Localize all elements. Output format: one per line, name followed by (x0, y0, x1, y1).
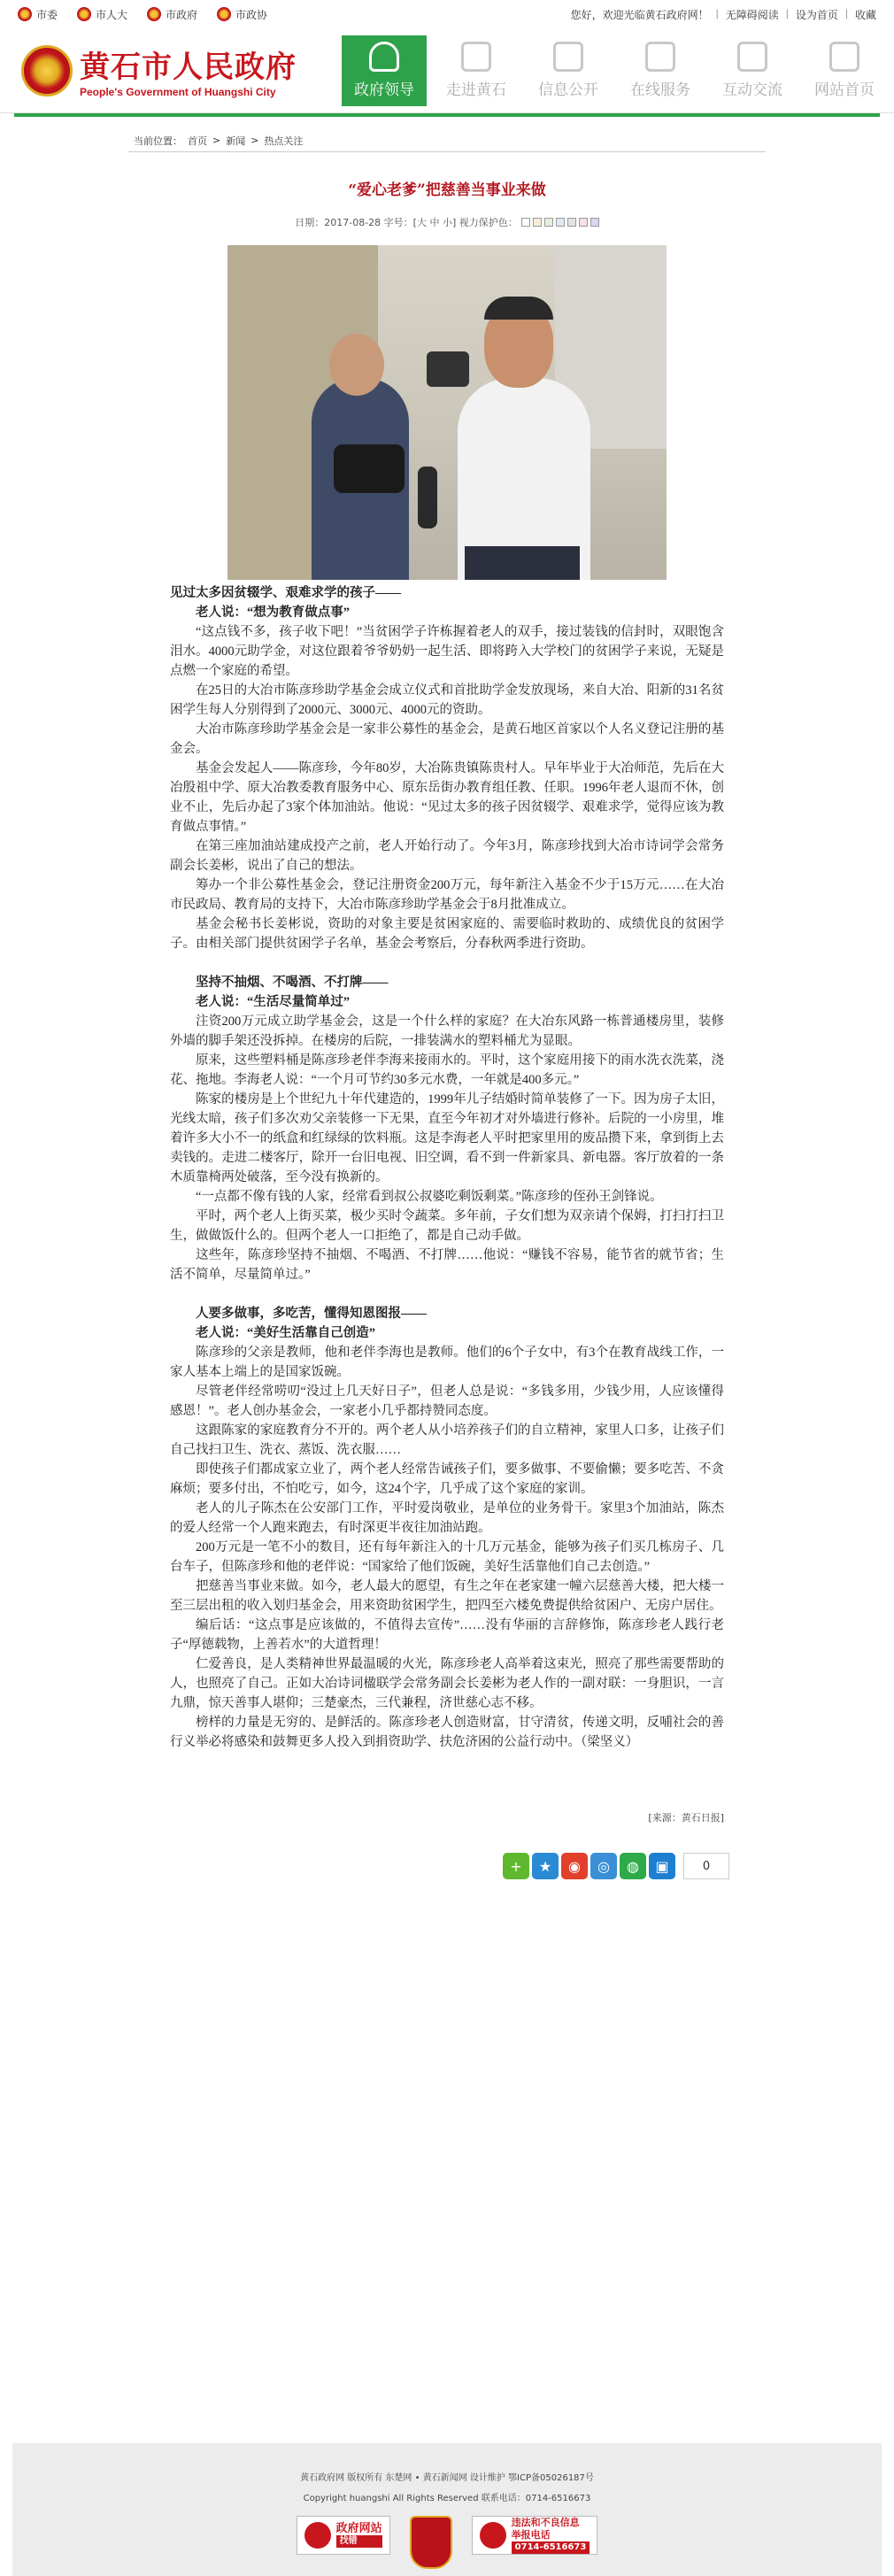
report-badge[interactable]: 违法和不良信息 举报电话 0714-6516673 (472, 2516, 598, 2555)
article-paragraph: 大冶市陈彦珍助学基金会是一家非公募性的基金会，是黄石地区首家以个人名义登记注册的基金会。 (170, 722, 724, 756)
document-icon (553, 42, 583, 72)
top-links (18, 7, 267, 22)
share-button[interactable]: ◍ (620, 1853, 646, 1879)
emblem-icon (77, 7, 91, 21)
emblem-icon (18, 7, 32, 21)
article-paragraph: 筹办一个非公募性基金会，登记注册资金200万元，每年新注入基金不少于15万元……在大冶市民政局、教育局的支持下，大冶市陈彦珍助学基金会于8月批准成立。 (170, 878, 724, 912)
section-heading: 老人说：“生活尽量简单过” (196, 995, 350, 1009)
favorite-link[interactable]: 收藏 (854, 8, 876, 21)
service-icon (645, 42, 675, 72)
site-logo[interactable] (21, 42, 297, 98)
share-bar (503, 1853, 894, 1879)
site-header (0, 28, 894, 113)
nav-divider (14, 113, 880, 117)
landmark-icon (461, 42, 491, 72)
emblem-icon (147, 7, 161, 21)
microphone-icon (334, 444, 405, 493)
article-meta: 日期：2017-08-28 字号：[大 中 小] 视力保护色： (0, 215, 894, 229)
article-paragraph: 平时，两个老人上街买菜，极少买时令蔬菜。多年前，子女们想为双亲请个保姆，打扫打扫卫生，做做饭什么的。但两个老人一口拒绝了，都是自己动手做。 (170, 1209, 724, 1243)
article-photo (227, 245, 667, 580)
nav-home[interactable]: 网站首页 (802, 35, 887, 106)
breadcrumb-news[interactable]: 新闻 (226, 135, 246, 147)
section-heading: 坚持不抽烟、不喝酒、不打牌—— (196, 976, 389, 990)
section-heading: 老人说：“美好生活靠自己创造” (196, 1326, 375, 1340)
home-icon (829, 42, 859, 72)
article-paragraph: 老人的儿子陈杰在公安部门工作，平时爱岗敬业，是单位的业务骨干。家里3个加油站，陈杰的爱人经常一个人跑来跑去，有时深更半夜往加油站跑。 (170, 1501, 724, 1535)
site-footer (12, 2443, 882, 2576)
article-paragraph: 在第三座加油站建成投产之前，老人开始行动了。今年3月，陈彦珍找到大冶市诗词学会常务副会长姜彬，说出了自己的想法。 (170, 839, 724, 873)
footer-copyright: 黄石政府网 版权所有 东楚网 • 黄石新闻网 设计维护 鄂ICP备05026187号 (300, 2473, 594, 2483)
paragraph-gap (170, 953, 724, 973)
share-button[interactable]: + (503, 1853, 529, 1879)
share-button[interactable]: ▣ (649, 1853, 675, 1879)
camera-icon (427, 351, 469, 387)
nav-info-disclosure[interactable]: 信息公开 (526, 35, 611, 106)
person-icon (369, 42, 399, 72)
footer-contact: Copyright huangshi All Rights Reserved 联系电话：0714-6516673 (303, 2494, 591, 2503)
color-swatch[interactable] (579, 218, 588, 227)
article-paragraph: 榜样的力量是无穷的、是鲜活的。陈彦珍老人创造财富，甘守清贫，传递文明，反哺社会的善行义举必将感染和鼓舞更多人投入到捐资助学、扶危济困的公益行动中。（梁坚义） (170, 1716, 724, 1749)
article-paragraph: “一点都不像有钱的人家，经常看到叔公叔婆吃剩饭剩菜。”陈彦珍的侄孙王剑锋说。 (196, 1190, 663, 1204)
article-paragraph: 仁爱善良，是人类精神世界最温暖的火光，陈彦珍老人高举着这束光，照亮了那些需要帮助的人，也照亮了自己。正如大冶诗词楹联学会常务副会长姜彬为老人作的一副对联：一身胆识，一言九鼎，惊天善事人堪仰；三楚豪杰，三代兼程，济世慈心志不移。 (170, 1657, 724, 1710)
article-paragraph: 陈家的楼房是上个世纪九十年代建造的，1999年儿子结婚时简单装修了一下。因为房子太旧，光线太暗，孩子们多次劝父亲装修一下无果，直至今年初才对外墙进行修补。后院的一小房里，堆着许多大小不一的纸盒和红绿绿的饮料瓶。这是李海老人平时把家里用的废品攒下来，拿到街上去卖钱的。走进二楼客厅，除开一台旧电视、旧空调，看不到一件新家具、新电器。客厅放着的一条木质靠椅两处破落，至今没有换新的。 (170, 1092, 724, 1184)
top-link[interactable]: 市政协 (217, 7, 267, 22)
breadcrumb: 当前位置： 首页 > 新闻 > 热点关注 (128, 129, 766, 152)
article-paragraph: 陈彦珍的父亲是教师，他和老伴李海也是教师。他们的6个子女中，有3个在教育战线工作，一家人基本上端上的是国家饭碗。 (170, 1346, 724, 1379)
main-nav (342, 35, 887, 106)
nav-online-service[interactable]: 在线服务 (618, 35, 703, 106)
accessible-reading-link[interactable]: 无障碍阅读 (725, 8, 779, 21)
color-swatch[interactable] (533, 218, 542, 227)
article-paragraph: 即使孩子们都成家立业了，两个老人经常告诫孩子们，要多做事、不要偷懒；要多吃苦、不贪麻烦；要多付出，不怕吃亏，如今，这24个字，几乎成了这个家庭的家训。 (170, 1462, 724, 1496)
share-button[interactable]: ◎ (590, 1853, 617, 1879)
article-paragraph: “这点钱不多，孩子收下吧！”当贫困学子许栋握着老人的双手，接过装钱的信封时，双眼饱含泪水。4000元助学金，对这位跟着爷爷奶奶一起生活、即将跨入大学校门的贫困学子来说，无疑是点燃一个家庭的希望。 (170, 625, 724, 678)
top-bar: 市委 市人大 市政府 市政协 您好，欢迎光临黄石政府网！ | 无障碍阅读 | 设为首页 | 收藏 (0, 0, 894, 28)
report-icon (480, 2522, 506, 2549)
article-title: “爱心老爹”把慈善当事业来做 (348, 181, 546, 199)
paragraph-gap (170, 1284, 724, 1304)
top-link[interactable]: 市人大 (77, 7, 127, 22)
article-paragraph: 这跟陈家的家庭教育分不开的。两个老人从小培养孩子们的自立精神，家里人口多，让孩子们自己找扫卫生、洗衣、蒸饭、洗衣服…… (170, 1423, 724, 1457)
section-heading: 见过太多因贫辍学、艰难求学的孩子—— (170, 586, 401, 600)
article-body (170, 583, 724, 1752)
article-source: [来源：黄石日报] (648, 1812, 724, 1824)
article-paragraph: 基金会秘书长姜彬说，资助的对象主要是贫困家庭的、需要临时救助的、成绩优良的贫困学子。由相关部门提供贫困学子名单，基金会考察后，分春秋两季进行资助。 (170, 917, 724, 951)
color-swatch[interactable] (521, 218, 530, 227)
article-paragraph: 这些年，陈彦珍坚持不抽烟、不喝酒、不打牌……他说：“赚钱不容易，能节省的就节省；生活不简单，尽量简单过。” (170, 1248, 724, 1282)
share-button[interactable]: ◉ (561, 1853, 588, 1879)
article-paragraph: 200万元是一笔不小的数目，还有每年新注入的十几万元基金，能够为孩子们买几栋房子、几台车子，但陈彦珍和他的老伴说：“国家给了他们饭碗，美好生活靠他们自己去创造。” (170, 1540, 724, 1574)
nav-gov-leaders[interactable]: 政府领导 (342, 35, 427, 106)
article-paragraph: 基金会发起人——陈彦珍，今年80岁，大冶陈贵镇陈贵村人。早年毕业于大冶师范，先后在大冶殷祖中学、原大冶教委教育服务中心、原东岳街办教育组任教、任职。1996年老人退而不休，创业不止，先后办起了3家个体加油站。他说：“见过太多的孩子因贫辍学、艰难求学，觉得应该为教育做点事情。” (170, 761, 724, 834)
article-paragraph: 把慈善当事业来做。如今，老人最大的愿望，有生之年在老家建一幢六层慈善大楼，把大楼一至三层出租的收入划归基金会，用来资助贫困学生，把四至六楼免费提供给贫困户、无房户居住。 (170, 1579, 724, 1613)
gov-site-error-badge[interactable]: 政府网站 找错 (297, 2516, 390, 2555)
nav-about-huangshi[interactable]: 走进黄石 (434, 35, 519, 106)
breadcrumb-hot[interactable]: 热点关注 (264, 135, 304, 147)
set-homepage-link[interactable]: 设为首页 (795, 8, 838, 21)
emblem-icon (304, 2522, 331, 2549)
article-paragraph: 原来，这些塑料桶是陈彦珍老伴李海来接雨水的。平时，这个家庭用接下的雨水洗衣洗菜，浇花、拖地。李海老人说：“一个月可节约30多元水费，一年就是400多元。” (170, 1053, 724, 1087)
share-button[interactable]: ★ (532, 1853, 559, 1879)
share-count: 0 (683, 1853, 729, 1879)
site-name-en: People's Government of Huangshi City (80, 86, 276, 98)
nav-interaction[interactable]: 互动交流 (710, 35, 795, 106)
article-paragraph: 尽管老伴经常唠叨“没过上几天好日子”，但老人总是说：“多钱多用，少钱少用，人应该懂得感恩！”。老人创办基金会，一家老小几乎都持赞同态度。 (170, 1384, 724, 1418)
color-swatch[interactable] (567, 218, 576, 227)
article-paragraph: 注资200万元成立助学基金会，这是一个什么样的家庭？在大冶东风路一栋普通楼房里，装修外墙的脚手架还没拆掉。在楼房的后院，一排装满水的塑料桶尤为显眼。 (170, 1014, 724, 1048)
section-heading: 人要多做事，多吃苦，懂得知恩图报—— (196, 1307, 427, 1321)
color-swatches (521, 218, 599, 227)
greeting: 您好，欢迎光临黄石政府网！ (570, 8, 709, 21)
top-link[interactable]: 市委 (18, 7, 58, 22)
article-paragraph: 在25日的大冶市陈彦珍助学基金会成立仪式和首批助学金发放现场，来自大冶、阳新的31名贫困学生每人分别得到了2000元、3000元、4000元的资助。 (170, 683, 724, 717)
section-heading: 老人说：“想为教育做点事” (196, 605, 350, 620)
site-name: 黄石市人民政府 (80, 50, 297, 85)
emblem-icon (217, 7, 231, 21)
breadcrumb-home[interactable]: 首页 (188, 135, 207, 147)
national-emblem-icon (21, 45, 73, 96)
color-swatch[interactable] (590, 218, 599, 227)
article-paragraph: 编后话：“这点事是应该做的，不值得去宣传”……没有华丽的言辞修饰，陈彦珍老人践行老子“厚德载物，上善若水”的大道哲理！ (170, 1618, 724, 1652)
chat-icon (737, 42, 767, 72)
color-swatch[interactable] (556, 218, 565, 227)
top-link[interactable]: 市政府 (147, 7, 197, 22)
party-emblem-icon[interactable] (410, 2516, 452, 2569)
color-swatch[interactable] (544, 218, 553, 227)
